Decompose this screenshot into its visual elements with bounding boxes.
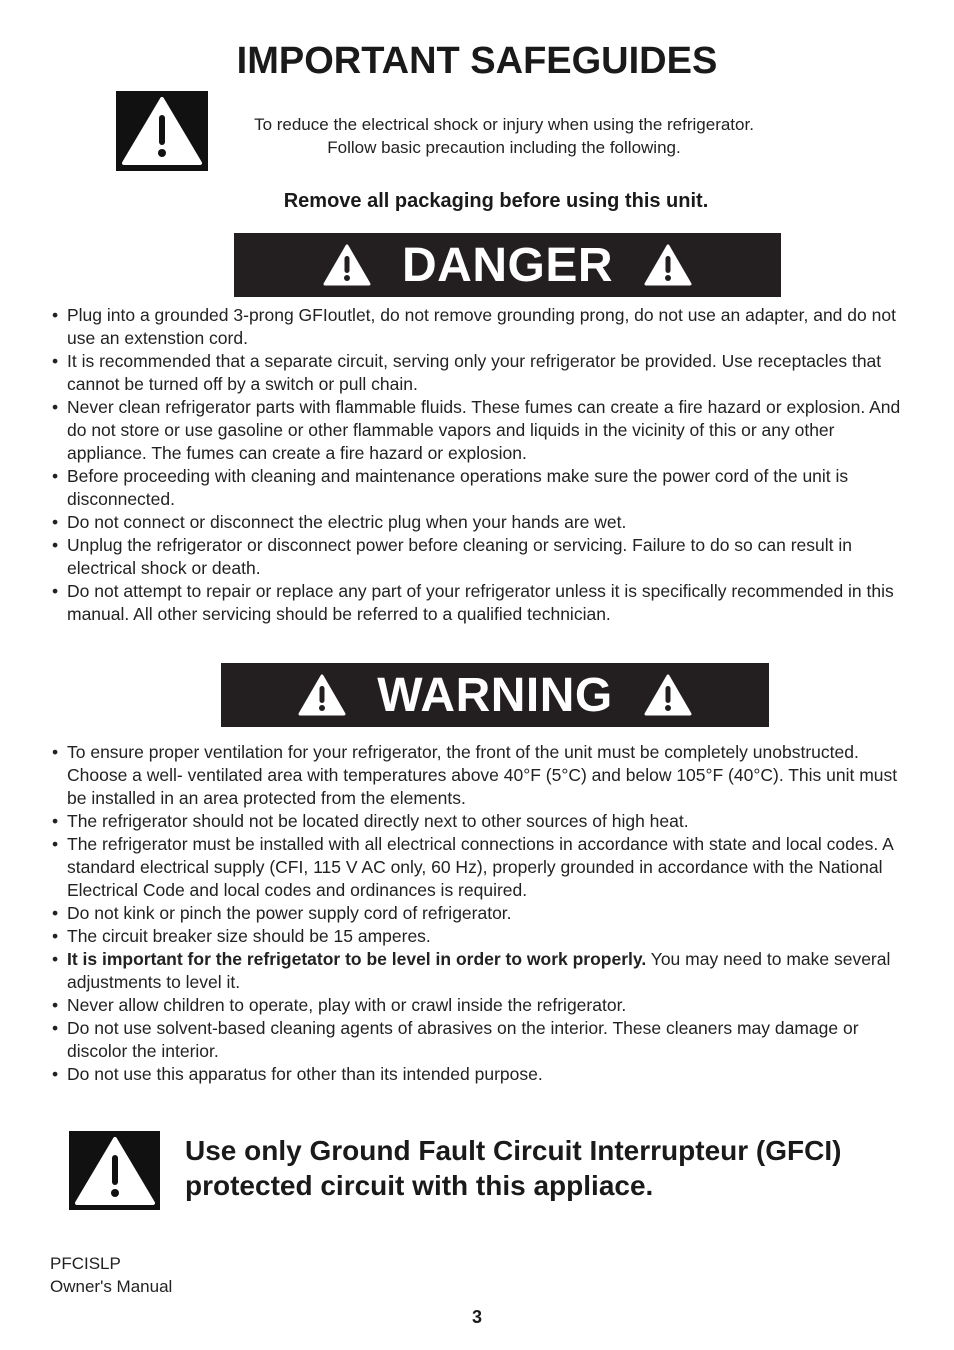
footer-doc: Owner's Manual (50, 1277, 173, 1296)
list-item: • Do not use this apparatus for other than its intended purpose. (52, 1064, 543, 1084)
footer (50, 1252, 172, 1298)
list-item: • Never clean refrigerator parts with flammable fluids. These fumes can create a fire hazard or explosion. And do not store or use gasoline or other flammable vapors and liquids in the vicinity of this or any other appliance. The fumes can create a fire hazard or explosion. (52, 397, 901, 463)
gfci-line-1: Use only Ground Fault Circuit Interrupteur (GFCI) (185, 1135, 842, 1166)
intro-line-2: Follow basic precaution including the following. (327, 138, 681, 157)
danger-heading: DANGER (401, 238, 613, 292)
list-item: • Do not kink or pinch the power supply cord of refrigerator. (52, 903, 512, 923)
warning-right-icon (643, 673, 693, 717)
list-item: • Plug into a grounded 3-prong GFIoutlet, do not remove grounding prong, do not use an adapter, and do not use an extenstion cord. (52, 305, 896, 348)
danger-banner (234, 233, 781, 297)
list-item: • Do not attempt to repair or replace any part of your refrigerator unless it is specifically recommended in this manual. All other servicing should be referred to a qualified technician. (52, 581, 894, 624)
list-item: • The refrigerator should not be located directly next to other sources of high heat. (52, 811, 689, 831)
danger-left-icon (322, 243, 372, 287)
intro-line-1: To reduce the electrical shock or injury when using the refrigerator. (254, 115, 754, 134)
warning-left-icon (297, 673, 347, 717)
gfci-notice (185, 1133, 905, 1203)
list-item: • Do not connect or disconnect the electric plug when your hands are wet. (52, 512, 627, 532)
warning-list (52, 741, 912, 1086)
gfci-line-2: protected circuit with this appliace. (185, 1170, 654, 1201)
level-bold-text: It is important for the refrigetator to be level in order to work properly. (67, 949, 647, 969)
danger-right-icon (643, 243, 693, 287)
intro-text (214, 113, 794, 159)
list-item: • To ensure proper ventilation for your refrigerator, the front of the unit must be completely unobstructed. Choose a well- ventilated area with temperatures above 40°F (5°C) and below 105°F (40°C). This unit must be installed in an area protected from the elements. (52, 742, 898, 808)
list-item: • The circuit breaker size should be 15 amperes. (52, 926, 431, 946)
list-item: • Before proceeding with cleaning and maintenance operations make sure the power cord of the unit is disconnected. (52, 466, 849, 509)
gfci-warning-triangle-icon (69, 1131, 160, 1210)
remove-packaging-notice: Remove all packaging before using this unit. (283, 190, 709, 212)
list-item: • Do not use solvent-based cleaning agents of abrasives on the interior. These cleaners may damage or discolor the interior. (52, 1018, 859, 1061)
list-item: • It is important for the refrigetator to be level in order to work properly. You may need to make several adjustments to level it. (52, 949, 891, 992)
list-item: • It is recommended that a separate circuit, serving only your refrigerator be provided. Use receptacles that cannot be turned off by a switch or pull chain. (52, 351, 882, 394)
warning-triangle-icon (116, 91, 208, 171)
page-title: IMPORTANT SAFEGUIDES (236, 40, 718, 82)
list-item: • The refrigerator must be installed with all electrical connections in accordance with state and local codes. A standard electrical supply (CFI, 115 V AC only, 60 Hz), properly grounded in accordance with the National Electrical Code and local codes and ordinances is required. (52, 834, 893, 900)
danger-list (52, 304, 912, 626)
page-number: 3 (471, 1307, 482, 1327)
footer-model: PFCISLP (50, 1254, 121, 1273)
warning-banner (221, 663, 769, 727)
list-item: • Unplug the refrigerator or disconnect power before cleaning or servicing. Failure to do so can result in electrical shock or death. (52, 535, 852, 578)
warning-heading: WARNING (377, 668, 613, 722)
list-item: • Never allow children to operate, play with or crawl inside the refrigerator. (52, 995, 627, 1015)
